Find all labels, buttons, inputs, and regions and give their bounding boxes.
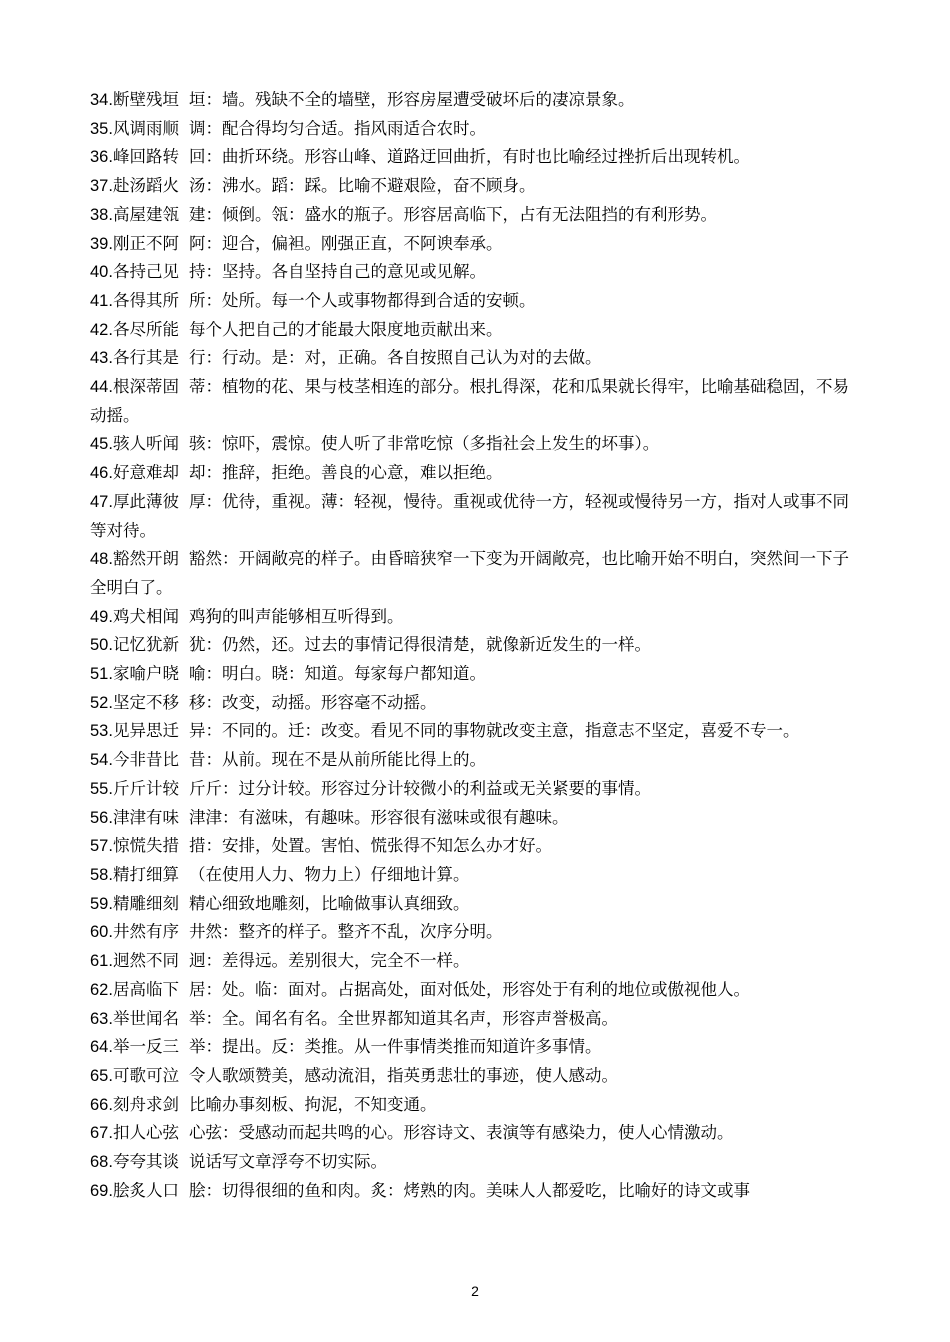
entry-number: 41.: [90, 291, 113, 310]
idiom-entry: [90, 143, 865, 172]
idiom-entry: [90, 115, 865, 144]
idiom-term: 坚定不移: [112, 692, 179, 712]
idiom-definition: 令人歌颂赞美，感动流泪，指英勇悲壮的事迹，使人感动。: [188, 1065, 618, 1085]
idiom-definition: 调：配合得均匀合适。指风雨适合农时。: [188, 118, 486, 138]
idiom-entry: [90, 1177, 865, 1206]
idiom-definition: 举：全。闻名有名。全世界都知道其名声，形容声誉极高。: [188, 1008, 618, 1028]
idiom-definition: 居：处。临：面对。占据高处，面对低处，形容处于有利的地位或傲视他人。: [188, 979, 750, 999]
idiom-definition: 昔：从前。现在不是从前所能比得上的。: [188, 750, 486, 770]
entry-number: 43.: [90, 349, 113, 368]
idiom-entry: [90, 545, 865, 602]
idiom-term: 根深蒂固: [112, 377, 179, 397]
idiom-term: 各尽所能: [112, 319, 179, 339]
idiom-entry: [90, 430, 865, 459]
entry-number: 44.: [90, 378, 113, 397]
idiom-definition: 汤：沸水。蹈：踩。比喻不避艰险，奋不顾身。: [188, 176, 536, 196]
idiom-entry: [90, 689, 865, 718]
idiom-definition: 举：提出。反：类推。从一件事情类推而知道许多事情。: [188, 1037, 602, 1057]
idiom-entry: [90, 1148, 865, 1177]
idiom-term: 津津有味: [112, 807, 179, 827]
idiom-entry: [90, 258, 865, 287]
idiom-entry: [90, 172, 865, 201]
idiom-entry: [90, 804, 865, 833]
idiom-term: 扣人心弦: [112, 1123, 179, 1143]
idiom-entry: [90, 746, 865, 775]
idiom-entry: [90, 1033, 865, 1062]
entry-number: 49.: [90, 607, 113, 626]
idiom-entry: [90, 201, 865, 230]
idiom-definition: 却：推辞，拒绝。善良的心意，难以拒绝。: [188, 463, 503, 483]
entry-number: 46.: [90, 464, 113, 483]
entry-number: 54.: [90, 751, 113, 770]
idiom-definition: 心弦：受感动而起共鸣的心。形容诗文、表演等有感染力，使人心情激动。: [188, 1123, 734, 1143]
idiom-definition: 回：曲折环绕。形容山峰、道路迂回曲折，有时也比喻经过挫折后出现转机。: [188, 147, 750, 167]
idiom-definition: 垣：墙。残缺不全的墙壁，形容房屋遭受破坏后的凄凉景象。: [188, 90, 635, 109]
idiom-entry: [90, 832, 865, 861]
idiom-entry: [90, 976, 865, 1005]
idiom-term: 夸夸其谈: [112, 1152, 179, 1172]
entry-number: 38.: [90, 205, 113, 224]
idiom-definition: 斤斤：过分计较。形容过分计较微小的利益或无关紧要的事情。: [188, 778, 651, 798]
idiom-entry: [90, 1062, 865, 1091]
idiom-term: 断壁残垣: [112, 90, 179, 109]
idiom-definition: 骇：惊吓，震惊。使人听了非常吃惊（多指社会上发生的坏事）。: [188, 434, 660, 454]
idiom-entry: [90, 660, 865, 689]
idiom-entry: [90, 717, 865, 746]
idiom-term: 刚正不阿: [112, 233, 179, 253]
entry-number: 42.: [90, 320, 113, 339]
entry-number: 52.: [90, 693, 113, 712]
idiom-entry: [90, 373, 865, 430]
idiom-entry: [90, 890, 865, 919]
idiom-term: 赴汤蹈火: [112, 176, 179, 196]
idiom-definition: 津津：有滋味，有趣味。形容很有滋味或很有趣味。: [188, 807, 569, 827]
entry-number: 64.: [90, 1038, 113, 1057]
entry-number: 51.: [90, 665, 113, 684]
entry-number: 36.: [90, 148, 113, 167]
idiom-entry: [90, 947, 865, 976]
entry-number: 59.: [90, 894, 113, 913]
idiom-entry: [90, 1091, 865, 1120]
idiom-term: 精雕细刻: [112, 893, 179, 913]
entry-number: 63.: [90, 1009, 113, 1028]
idiom-term: 各持己见: [112, 262, 179, 282]
idiom-term: 高屋建瓴: [112, 204, 179, 224]
idiom-term: 今非昔比: [112, 750, 179, 770]
idiom-definition: 厚：优待，重视。薄：轻视，慢待。重视或优待一方，轻视或慢待另一方，指对人或事不同等对待。: [90, 491, 849, 540]
idiom-term: 家喻户晓: [112, 664, 179, 684]
idiom-entry: [90, 459, 865, 488]
idiom-term: 豁然开朗: [112, 549, 179, 569]
idiom-definition: 犹：仍然，还。过去的事情记得很清楚，就像新近发生的一样。: [188, 635, 651, 655]
page-number: 2: [471, 1283, 479, 1299]
idiom-term: 精打细算: [112, 864, 179, 884]
entry-number: 37.: [90, 177, 113, 196]
idiom-definition: 阿：迎合，偏袒。刚强正直，不阿谀奉承。: [188, 233, 503, 253]
idiom-entry: [90, 1005, 865, 1034]
idiom-term: 各行其是: [112, 348, 179, 368]
idiom-term: 见异思迁: [112, 721, 179, 741]
idiom-definition: 所：处所。每一个人或事物都得到合适的安顿。: [188, 290, 536, 310]
entry-number: 45.: [90, 435, 113, 454]
idiom-entry: [90, 316, 865, 345]
idiom-definition: 移：改变，动摇。形容毫不动摇。: [188, 692, 437, 712]
entry-number: 35.: [90, 119, 113, 138]
idiom-definition: 比喻办事刻板、拘泥，不知变通。: [188, 1094, 437, 1114]
entry-number: 62.: [90, 980, 113, 999]
entry-number: 60.: [90, 923, 113, 942]
entry-number: 66.: [90, 1095, 113, 1114]
entry-number: 68.: [90, 1153, 113, 1172]
idiom-term: 峰回路转: [112, 147, 179, 167]
entry-number: 57.: [90, 837, 113, 856]
entry-number: 58.: [90, 865, 113, 884]
idiom-definition: 精心细致地雕刻，比喻做事认真细致。: [188, 893, 470, 913]
idiom-term: 风调雨顺: [112, 118, 179, 138]
idiom-term: 好意难却: [112, 463, 179, 483]
idiom-term: 骇人听闻: [112, 434, 179, 454]
entry-number: 65.: [90, 1066, 113, 1085]
idiom-definition: 每个人把自己的才能最大限度地贡献出来。: [188, 319, 503, 339]
idiom-definition: （在使用人力、物力上）仔细地计算。: [188, 864, 470, 884]
idiom-entry: [90, 631, 865, 660]
idiom-term: 井然有序: [112, 922, 179, 942]
entry-number: 69.: [90, 1181, 113, 1200]
entry-number: 40.: [90, 263, 113, 282]
document-body: [90, 86, 865, 1205]
entry-number: 61.: [90, 952, 113, 971]
idiom-entry: [90, 344, 865, 373]
idiom-entry: [90, 230, 865, 259]
entry-number: 34.: [90, 91, 113, 109]
idiom-definition: 持：坚持。各自坚持自己的意见或见解。: [188, 262, 486, 282]
idiom-term: 刻舟求剑: [112, 1094, 179, 1114]
idiom-definition: 脍：切得很细的鱼和肉。炙：烤熟的肉。美味人人都爱吃，比喻好的诗文或事: [188, 1180, 750, 1200]
idiom-term: 斤斤计较: [112, 778, 179, 798]
idiom-term: 鸡犬相闻: [112, 606, 179, 626]
entry-number: 50.: [90, 636, 113, 655]
idiom-definition: 井然：整齐的样子。整齐不乱，次序分明。: [188, 922, 503, 942]
idiom-definition: 说话写文章浮夸不切实际。: [188, 1152, 387, 1172]
idiom-definition: 措：安排，处置。害怕、慌张得不知怎么办才好。: [188, 836, 552, 856]
idiom-definition: 异：不同的。迁：改变。看见不同的事物就改变主意，指意志不坚定，喜爱不专一。: [188, 721, 800, 741]
idiom-term: 居高临下: [112, 979, 179, 999]
idiom-term: 记忆犹新: [112, 635, 179, 655]
idiom-term: 可歌可泣: [112, 1065, 179, 1085]
idiom-term: 脍炙人口: [112, 1180, 179, 1200]
idiom-definition: 迥：差得远。差别很大，完全不一样。: [188, 951, 470, 971]
idiom-term: 举世闻名: [112, 1008, 179, 1028]
entry-number: 56.: [90, 808, 113, 827]
entry-number: 47.: [90, 492, 113, 511]
idiom-entry: [90, 603, 865, 632]
entry-number: 55.: [90, 779, 113, 798]
idiom-entry: [90, 488, 865, 545]
idiom-definition: 喻：明白。晓：知道。每家每户都知道。: [188, 664, 486, 684]
idiom-term: 举一反三: [112, 1037, 179, 1057]
idiom-term: 惊慌失措: [112, 836, 179, 856]
idiom-definition: 建：倾倒。瓴：盛水的瓶子。形容居高临下，占有无法阻挡的有利形势。: [188, 204, 717, 224]
entry-number: 67.: [90, 1124, 113, 1143]
idiom-definition: 鸡狗的叫声能够相互听得到。: [188, 606, 404, 626]
idiom-definition: 豁然：开阔敞亮的样子。由昏暗狭窄一下变为开阔敞亮，也比喻开始不明白，突然间一下子全明白了。: [90, 549, 849, 597]
idiom-definition: 行：行动。是：对，正确。各自按照自己认为对的去做。: [188, 348, 602, 368]
entry-number: 48.: [90, 550, 113, 569]
idiom-entry: [90, 918, 865, 947]
idiom-entry: [90, 861, 865, 890]
idiom-entry: [90, 287, 865, 316]
idiom-term: 迥然不同: [112, 951, 179, 971]
idiom-entry: [90, 775, 865, 804]
idiom-term: 各得其所: [112, 290, 179, 310]
entry-number: 53.: [90, 722, 113, 741]
idiom-entry: [90, 86, 865, 115]
entry-number: 39.: [90, 234, 113, 253]
idiom-term: 厚此薄彼: [112, 491, 179, 511]
idiom-definition: 蒂：植物的花、果与枝茎相连的部分。根扎得深，花和瓜果就长得牢，比喻基础稳固，不易动摇。: [90, 377, 849, 425]
idiom-entry: [90, 1119, 865, 1148]
